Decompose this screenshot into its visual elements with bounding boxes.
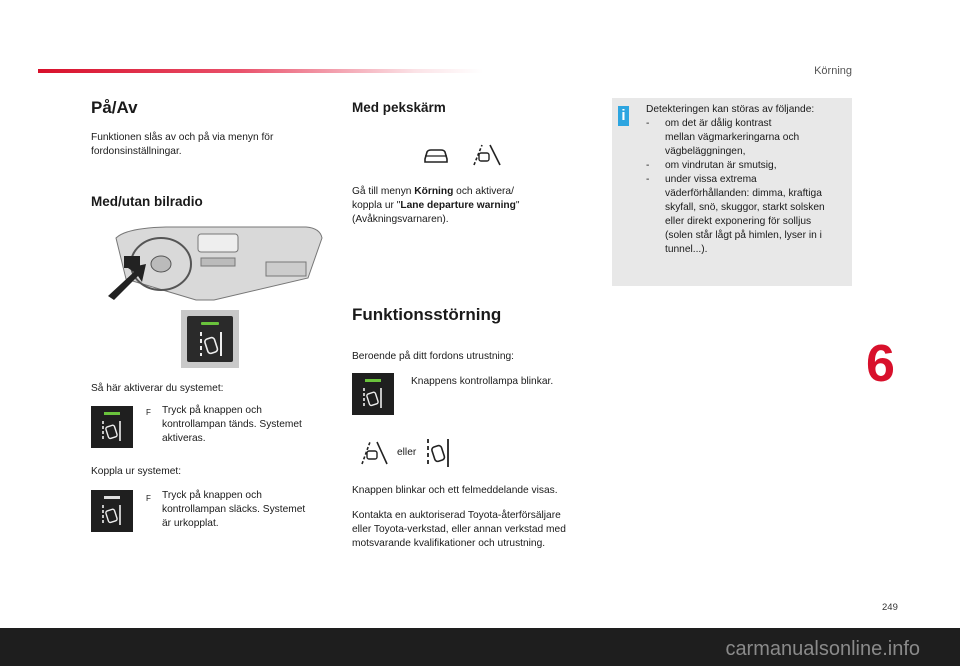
info-line: mellan vägmarkeringarna och [665,132,800,143]
lane-departure-icon [100,503,124,527]
car-icon [422,147,450,165]
info-dash: - [646,174,650,185]
contact-line1: Kontakta en auktoriserad Toyota-återförsäljare [352,510,561,521]
info-line: under vissa extrema [665,174,757,185]
section-title: Körning [814,65,852,77]
activate-step-line3: aktiveras. [162,433,206,444]
button-led-blinking-image [352,373,394,415]
info-line: vägbeläggningen, [665,146,746,157]
malfunction-intro: Beroende på ditt fordons utrustning: [352,351,514,362]
malfunction-title: Funktionsstörning [352,305,502,324]
touchscreen-line2 [352,199,519,213]
lane-departure-icon [361,386,385,410]
touchscreen-line2-pre: koppla ur " [352,200,401,211]
activate-step-line1: Tryck på knappen och [162,405,262,416]
lane-departure-icon [197,330,225,358]
activate-intro: Så här aktiverar du systemet: [91,383,224,394]
on-off-text-line1: Funktionen slås av och på via menyn för [91,132,274,143]
on-off-text-line2: fordonsinställningar. [91,146,182,157]
chapter-number: 6 [866,335,895,393]
bullet-icon: F [146,494,151,503]
page-number: 249 [882,602,898,613]
dashboard-illustration [106,224,328,302]
touchscreen-line1 [352,185,514,199]
lane-button-image [181,310,239,368]
info-line: om det är dålig kontrast [665,118,772,129]
lane-departure-icon [100,419,124,443]
deactivate-step-line1: Tryck på knappen och [162,490,262,501]
malfunction-blinks-text: Knappens kontrollampa blinkar. [411,376,554,387]
deactivate-step-line2: kontrollampan släcks. Systemet [162,504,306,515]
header-rule [38,69,483,73]
info-line: om vindrutan är smutsig, [665,160,777,171]
info-line: väderförhållanden: dimma, kraftiga [665,188,822,199]
contact-line2: eller Toyota-verkstad, eller annan verkstad med [352,524,566,535]
info-line: (solen står lågt på himlen, lyser in i [665,230,822,241]
info-line: tunnel...). [665,244,708,255]
touchscreen-line3: (Avåkningsvarnaren). [352,214,449,225]
on-off-title: På/Av [91,98,138,117]
lane-warning-icon [470,143,502,167]
info-line: Detekteringen kan störas av följande: [646,104,815,115]
info-dash: - [646,118,650,129]
bullet-icon: F [146,408,151,417]
info-line: eller direkt exponering för solljus [665,216,812,227]
touchscreen-title: Med pekskärm [352,100,446,115]
malfunction-message: Knappen blinkar och ett felmeddelande visas. [352,485,558,496]
or-text: eller [397,447,417,458]
radio-section-title: Med/utan bilradio [91,194,203,209]
touchscreen-line2-post: " [515,200,520,211]
button-led-on-image [91,406,133,448]
info-line: skyfall, snö, skuggor, starkt solsken [665,202,825,213]
lane-departure-icon [424,437,452,469]
touchscreen-line1-post: och aktivera/ [453,186,514,197]
activate-step-line2: kontrollampan tänds. Systemet [162,419,302,430]
info-dash: - [646,160,650,171]
lane-warning-icon [359,440,389,466]
watermark-text: carmanualsonline.info [725,638,920,660]
deactivate-step-line3: är urkopplat. [162,518,219,529]
deactivate-intro: Koppla ur systemet: [91,466,182,477]
menu-name-korning: Körning [414,186,454,197]
setting-name-lane-departure-warning: Lane departure warning [400,200,516,211]
contact-line3: motsvarande kvalifikationer och utrustning. [352,538,546,549]
touchscreen-line1-pre: Gå till menyn [352,186,415,197]
info-icon: i [618,106,629,126]
button-led-off-image [91,490,133,532]
